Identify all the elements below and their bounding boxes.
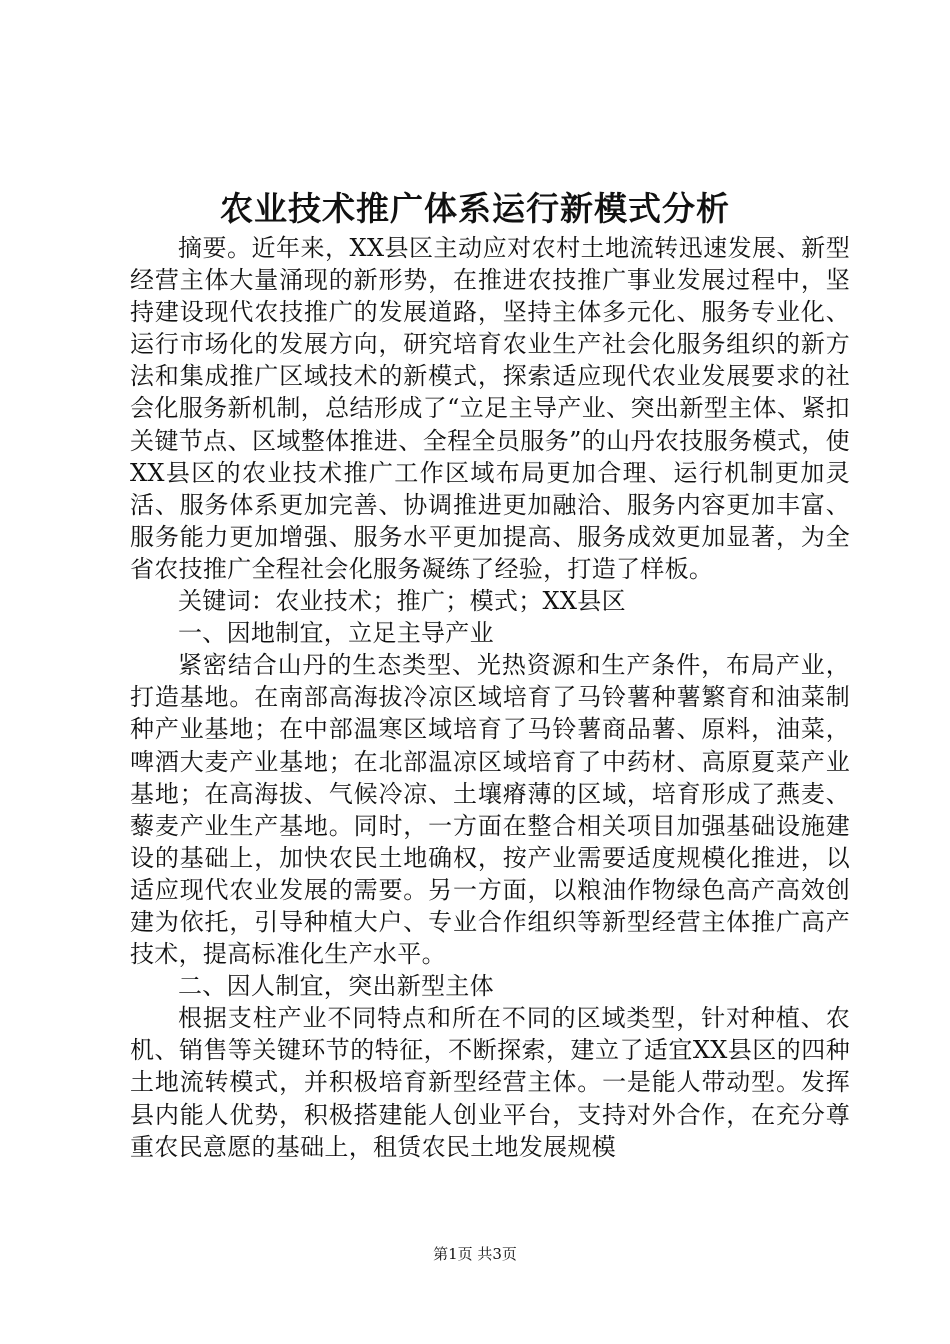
page-footer: 第1页 共3页	[433, 1245, 517, 1263]
document-body	[130, 232, 850, 1163]
section-heading-2: 二、因人制宜，突出新型主体	[178, 972, 494, 1001]
section-2-paragraph: 根据支柱产业不同特点和所在不同的区域类型，针对种植、农机、销售等关键环节的特征，不断探索，建立了适宜XX县区的四种土地流转模式，并积极培育新型经营主体。一是能人带动型。发挥县内能人优势，积极搭建能人创业平台，支持对外合作，在充分尊重农民意愿的基础上，租赁农民土地发展规模	[130, 1004, 850, 1161]
abstract-paragraph: 摘要。近年来，XX县区主动应对农村土地流转迅速发展、新型经营主体大量涌现的新形势，在推进农技推广事业发展过程中，坚持建设现代农技推广的发展道路，坚持主体多元化、服务专业化、运行市场化的发展方向，研究培育农业生产社会化服务组织的新方法和集成推广区域技术的新模式，探索适应现代农业发展要求的社会化服务新机制，总结形成了“立足主导产业、突出新型主体、紧扣关键节点、区域整体推进、全程全员服务”的山丹农技服务模式，使XX县区的农业技术推广工作区域布局更加合理、运行机制更加灵活、服务体系更加完善、协调推进更加融洽、服务内容更加丰富、服务能力更加增强、服务水平更加提高、服务成效更加显著，为全省农技推广全程社会化服务凝练了经验，打造了样板。	[130, 234, 850, 583]
keywords-paragraph: 关键词：农业技术；推广；模式；XX县区	[178, 587, 626, 616]
document-title: 农业技术推广体系运行新模式分析	[220, 189, 730, 228]
section-1-paragraph: 紧密结合山丹的生态类型、光热资源和生产条件，布局产业，打造基地。在南部高海拔冷凉区域培育了马铃薯种薯繁育和油菜制种产业基地；在中部温寒区域培育了马铃薯商品薯、原料，油菜，啤酒大麦产业基地；在北部温凉区域培育了中药材、高原夏菜产业基地；在高海拔、气候冷凉、土壤瘠薄的区域，培育形成了燕麦、藜麦产业生产基地。同时，一方面在整合相关项目加强基础设施建设的基础上，加快农民土地确权，按产业需要适度规模化推进，以适应现代农业发展的需要。另一方面，以粮油作物绿色高产高效创建为依托，引导种植大户、专业合作组织等新型经营主体推广高产技术，提高标准化生产水平。	[130, 651, 850, 969]
section-heading-1: 一、因地制宜，立足主导产业	[178, 619, 494, 648]
